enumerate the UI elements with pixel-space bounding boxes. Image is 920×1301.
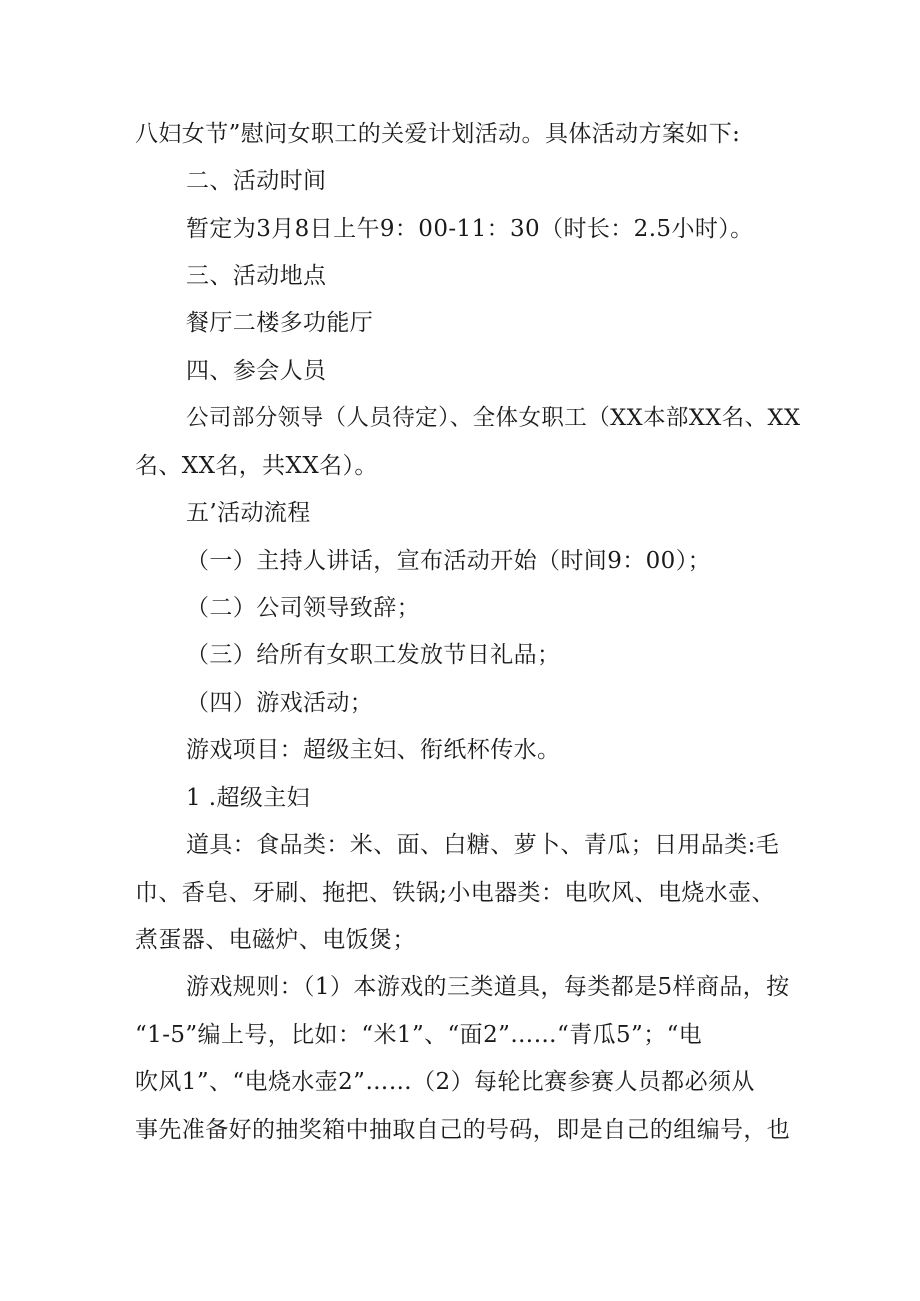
list-item: （二）公司领导致辞； [186,595,420,621]
text-line: 巾、香皂、牙刷、拖把、铁锅;小电器类：电吹风、电烧水壶、 [135,880,775,906]
text-line: 事先准备好的抽奖箱中抽取自己的号码，即是自己的组编号，也 [135,1117,791,1143]
subsection-heading: 1 .超级主妇 [186,785,311,811]
text-line: 公司部分领导（人员待定）、全体女职工（XX本部XX名、XX [186,405,801,431]
section-heading-time: 二、活动时间 [186,168,327,194]
text-line: 道具：食品类：米、面、白糖、萝卜、青瓜；日用品类:毛 [186,832,780,858]
text-line: 八妇女节”慰问女职工的关爱计划活动。具体活动方案如下: [135,121,741,147]
text-line: 煮蛋器、电磁炉、电饭煲； [135,927,416,953]
list-item: （四）游戏活动； [186,690,374,716]
section-heading-process: 五’活动流程 [186,500,311,526]
section-heading-attendees: 四、参会人员 [186,358,327,384]
text-line: 暂定为3月8日上午9：00-11：30（时长：2.5小时）。 [186,216,754,242]
text-line: 游戏项目：超级主妇、衔纸杯传水。 [186,737,561,763]
text-line: 名、XX名，共XX名）。 [135,453,378,479]
list-item: （一）主持人讲话，宣布活动开始（时间9：00）； [186,548,711,574]
text-line: “1-5”编上号，比如：“米1”、“面2”……“青瓜5”；“电 [135,1022,703,1048]
list-item: （三）给所有女职工发放节日礼品； [186,642,561,668]
text-line: 餐厅二楼多功能厅 [186,310,374,336]
text-line: 吹风1”、“电烧水壶2”……（2）每轮比赛参赛人员都必须从 [135,1069,755,1095]
text-line: 游戏规则：（1）本游戏的三类道具，每类都是5样商品，按 [186,974,790,1000]
section-heading-location: 三、活动地点 [186,263,327,289]
